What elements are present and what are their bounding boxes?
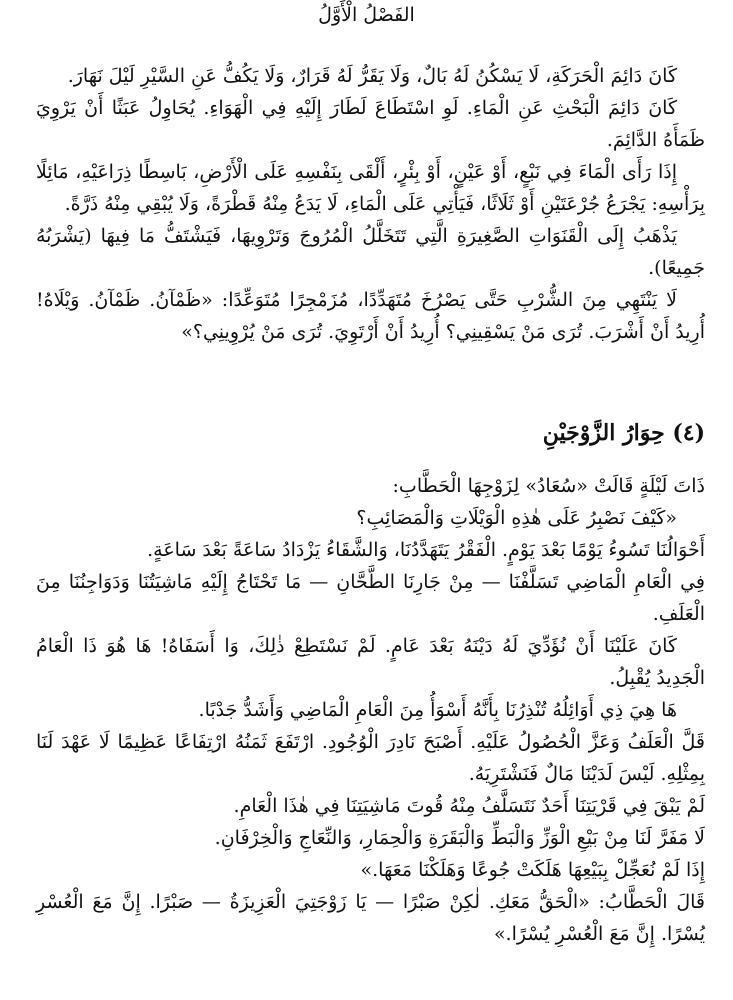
paragraph: «كَيْفَ نَصْبِرُ عَلَى هٰذِهِ الْوَيْلَاتِ وَالْمَصَائِبِ؟	[356, 507, 677, 529]
section-title: (٤) حِوَارُ الزَّوْجَيْنِ	[542, 420, 705, 446]
paragraph: أَحْوَالُنَا تَسُوءُ يَوْمًا بَعْدَ يَوْمٍ. الْفَقْرُ يَتَهَدَّدُنَا، وَالشَّقَاءُ يَزْدَادُ سَاعَةً بَعْدَ سَاعَةٍ.	[147, 539, 705, 561]
paragraph: كَانَ دَائِمَ الْحَرَكَةِ، لَا يَسْكُنُ لَهُ بَالٌ، وَلَا يَقَرُّ لَهُ قَرَارٌ، وَلَا يَكُفُّ عَنِ السَّيْرِ لَيْلَ نَهَارَ.	[67, 65, 677, 87]
paragraph: قَالَ الْحَطَّابُ: «الْحَقُّ مَعَكِ. لٰكِنْ صَبْرًا — يَا زَوْجَتِيَ الْعَزِيزَةُ — صَبْرًا. إِنَّ مَعَ الْعُسْرِ يُسْرًا. إِنَّ مَعَ الْعُسْرِ يُسْرًا.»	[36, 891, 705, 945]
paragraph: قَلَّ الْعَلَفُ وَعَزَّ الْحُصُولُ عَلَيْهِ. أَصْبَحَ نَادِرَ الْوُجُودِ. ارْتَفَعَ ثَمَنُهُ ارْتِفَاعًا عَظِيمًا لَا عَهْدَ لَنَا بِمِثْلِهِ. لَيْسَ لَدَيْنَا مَالٌ فَنَشْتَرِيَهُ.	[36, 731, 705, 785]
paragraph: لَا مَفَرَّ لَنَا مِنْ بَيْعِ الْوَزِّ وَالْبَطِّ وَالْبَقَرَةِ وَالْحِمَارِ، وَالنِّعَاجِ وَالْخِرْفَانِ.	[214, 827, 705, 849]
paragraph: لَمْ يَبْقَ فِي قَرْيَتِنَا أَحَدٌ نَتَسَلَّفُ مِنْهُ قُوتَ مَاشِيَتِنَا فِي هٰذَا الْعَامِ.	[233, 795, 705, 817]
paragraph: لَا يَنْتَهِي مِنَ الشُّرْبِ حَتَّى يَصْرُخَ مُتَهَدِّدًا، مُزَمْجِرًا مُتَوَعِّدًا: «ظَمْآنُ. ظَمْآنُ. وَيْلَاهُ! أُرِيدُ أَنْ أَشْرَبَ. تُرَى مَنْ يَسْقِينِي؟ أُرِيدُ أَنْ أَرْتَوِيَ. تُرَى مَنْ يُرْوِينِي؟»	[36, 289, 705, 343]
paragraph: يَذْهَبُ إِلَى الْقَنَوَاتِ الصَّغِيرَةِ الَّتِي تَتَخَلَّلُ الْمُرُوجَ وَتَرْوِيهَا، فَيَشْتَفُّ مَا فِيهَا (يَشْرَبُهُ جَمِيعًا).	[36, 225, 705, 279]
passage-dialogue	[36, 470, 705, 950]
passage-top	[36, 60, 705, 348]
paragraph: إِذَا رَأَى الْمَاءَ فِي نَبْعٍ، أَوْ عَيْنٍ، أَوْ بِئْرٍ، أَلْقَى بِنَفْسِهِ عَلَى الْأَرْضِ، بَاسِطًا ذِرَاعَيْهِ، مَائِلًا بِرَأْسِهِ: يَجْرَعُ جُرْعَتَيْنِ أَوْ ثَلَاثًا، فَيَأْتِي عَلَى الْمَاءِ، لَا يَدَعُ مِنْهُ قَطْرَةً، وَلَا يُبْقِي مِنْهُ ذَرَّةً.	[36, 161, 705, 215]
paragraph: فِي الْعَامِ الْمَاضِي تَسَلَّفْنَا — مِنْ جَارِنَا الطَّحَّانِ — مَا تَحْتَاجُ إِلَيْهِ مَاشِيَتُنَا وَدَوَاجِنُنَا مِنَ الْعَلَفِ.	[36, 571, 705, 625]
chapter-header: الفَصْلُ الْأَوَّلُ	[318, 4, 415, 26]
paragraph: هَا هِيَ ذِي أَوَائِلُهُ تُنْذِرُنَا بِأَنَّهُ أَسْوَأُ مِنَ الْعَامِ الْمَاضِي وَأَشَدُّ جَدْبًا.	[198, 699, 677, 721]
paragraph: ذَاتَ لَيْلَةٍ قَالَتْ «سُعَادُ» لِزَوْجِهَا الْحَطَّابِ:	[392, 475, 705, 497]
paragraph: كَانَ دَائِمَ الْبَحْثِ عَنِ الْمَاءِ. لَوِ اسْتَطَاعَ لَطَارَ إِلَيْهِ فِي الْهَوَاءِ. يُحَاوِلُ عَبَثًا أَنْ يَرْوِيَ ظَمَأَهُ الدَّائِمَ.	[36, 97, 705, 151]
paragraph: إِذَا لَمْ نُعَجِّلْ بِبَيْعِهَا هَلَكَتْ جُوعًا وَهَلَكْنَا مَعَهَا.»	[360, 859, 705, 881]
paragraph: كَانَ عَلَيْنَا أَنْ نُؤَدِّيَ لَهُ دَيْنَهُ بَعْدَ عَامٍ. لَمْ نَسْتَطِعْ ذٰلِكَ، وَا أَسَفَاهُ! هَا هُوَ ذَا الْعَامُ الْجَدِيدُ يُقْبِلُ.	[36, 635, 705, 689]
